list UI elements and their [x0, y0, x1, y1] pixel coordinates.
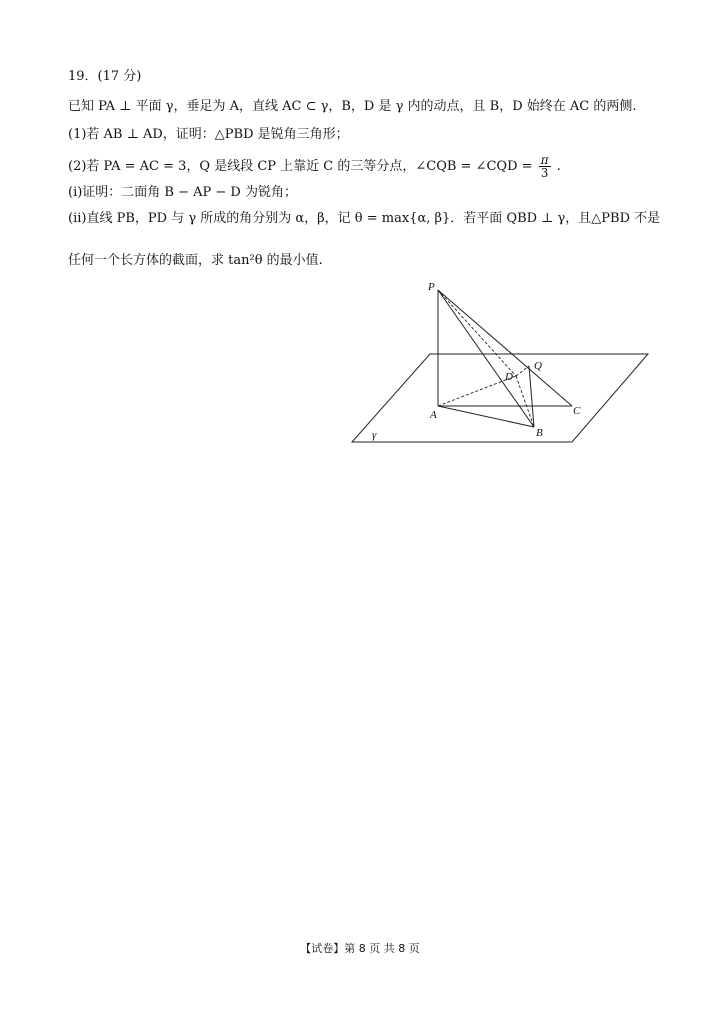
label-gamma: γ	[372, 429, 377, 441]
fraction-numerator: π	[540, 153, 549, 167]
sub-part-i: (i)证明：二面角 B − AP − D 为锐角；	[68, 185, 297, 200]
label-Q: Q	[534, 360, 542, 372]
part-1: (1)若 AB ⊥ AD，证明：△PBD 是锐角三角形；	[68, 127, 349, 142]
page-footer: 【试卷】第 8 页 共 8 页	[300, 942, 420, 955]
fraction-denominator: 3	[540, 166, 549, 180]
segment-DB-hidden	[516, 376, 534, 427]
label-C: C	[573, 405, 581, 417]
geometry-diagram	[348, 278, 652, 450]
label-D: D	[505, 371, 513, 383]
pi-over-3-fraction	[539, 154, 551, 179]
question-stem: 已知 PA ⊥ 平面 γ，垂足为 A，直线 AC ⊂ γ，B，D 是 γ 内的动点，且 B，D 始终在 AC 的两侧.	[68, 99, 637, 114]
plane-gamma	[352, 354, 648, 442]
question-header: 19．(17 分)	[68, 69, 142, 84]
part-2	[68, 154, 561, 179]
label-A: A	[430, 409, 437, 421]
label-P: P	[428, 281, 435, 293]
segment-AB	[438, 406, 534, 427]
geometry-figure	[348, 278, 652, 450]
sub-part-ii-line-1: (ii)直线 PB，PD 与 γ 所成的角分别为 α，β，记 θ = max{α, β}．若平面 QBD ⊥ γ，且△PBD 不是	[68, 211, 661, 226]
part-2-text: (2)若 PA = AC = 3，Q 是线段 CP 上靠近 C 的三等分点，∠CQB = ∠CQD =	[68, 159, 533, 174]
segment-PC	[438, 290, 572, 406]
part-2-suffix: .	[556, 159, 561, 174]
segment-PD-hidden	[438, 290, 516, 376]
sub-part-ii-line-2: 任何一个长方体的截面，求 tan²θ 的最小值.	[68, 253, 323, 268]
label-B: B	[536, 427, 543, 439]
segment-QB	[529, 366, 534, 427]
